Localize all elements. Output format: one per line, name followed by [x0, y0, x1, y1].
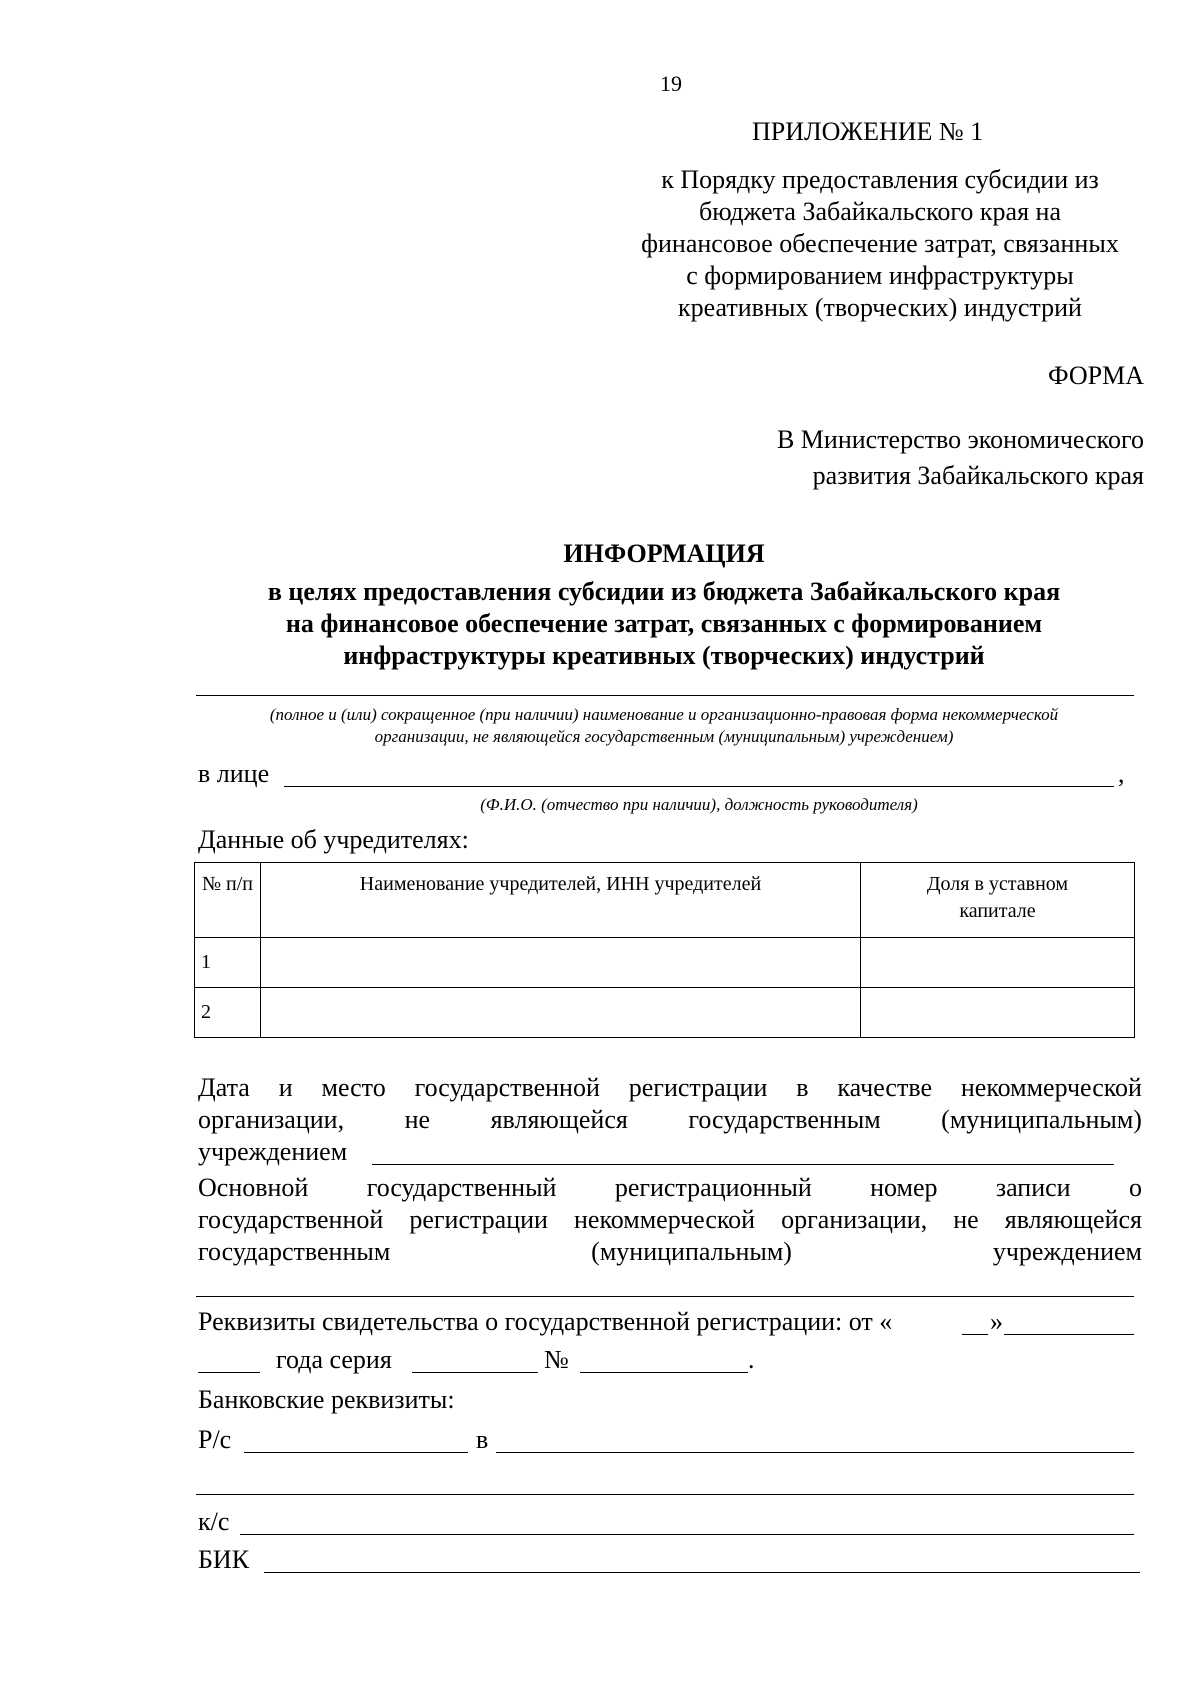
word: Основной: [198, 1173, 309, 1202]
corr-account-label: к/с: [198, 1507, 230, 1536]
registration-line-2: [198, 1104, 1142, 1136]
certificate-number-label: №: [544, 1345, 569, 1374]
registration-line-1: [198, 1072, 1142, 1104]
certificate-day-field[interactable]: [962, 1334, 988, 1335]
word: не: [404, 1105, 431, 1134]
share-cell[interactable]: [861, 988, 1135, 1038]
certificate-end: .: [748, 1345, 755, 1374]
appendix-line: к Порядку предоставления субсидии из: [661, 165, 1099, 194]
word: и: [278, 1073, 293, 1102]
account-label: Р/с: [198, 1425, 232, 1454]
org-hint: (полное и (или) сокращенное (при наличии) наименование и организационно-правовая форма некоммерческой: [269, 705, 1059, 724]
appendix-line: финансовое обеспечение затрат, связанных: [641, 229, 1119, 258]
word: записи: [995, 1173, 1071, 1202]
addressee-line: В Министерство экономического: [776, 425, 1144, 454]
header-number: № п/п: [195, 863, 261, 938]
certificate-month-field[interactable]: [1004, 1334, 1134, 1335]
certificate-number-field[interactable]: [580, 1372, 748, 1373]
appendix-line: бюджета Забайкальского края на: [699, 197, 1061, 226]
word: регистрационный: [614, 1173, 812, 1202]
row-number: 2: [195, 988, 261, 1038]
founders-label: Данные об учредителях:: [198, 825, 469, 854]
word: учреждением: [992, 1237, 1142, 1266]
founders-table: [194, 862, 1135, 1038]
founder-name-cell[interactable]: [261, 988, 861, 1038]
ogrn-line-3: [198, 1236, 1142, 1268]
ogrn-line-1: [198, 1172, 1142, 1204]
certificate-series-field[interactable]: [412, 1372, 538, 1373]
director-field[interactable]: [284, 786, 1114, 787]
ogrn-field[interactable]: [196, 1296, 1134, 1297]
bank-label: Банковские реквизиты:: [198, 1385, 455, 1414]
word: в: [796, 1073, 809, 1102]
word: некоммерческой: [960, 1073, 1142, 1102]
appendix-line: с формированием инфраструктуры: [686, 261, 1074, 290]
word: о: [1128, 1173, 1142, 1202]
certificate-year-field[interactable]: [198, 1372, 260, 1373]
header-share: Доля в уставном капитале: [861, 863, 1135, 938]
appendix-line: креативных (творческих) индустрий: [678, 293, 1082, 322]
founder-name-cell[interactable]: [261, 938, 861, 988]
bik-field[interactable]: [264, 1572, 1140, 1573]
share-cell[interactable]: [861, 938, 1135, 988]
bank-name-field-continued[interactable]: [196, 1494, 1134, 1495]
bank-in-label: в: [476, 1425, 489, 1454]
word: место: [321, 1073, 386, 1102]
ogrn-line-2: государственной регистрации некоммерческой организации, не являющейся: [198, 1205, 1142, 1234]
certificate-label: Реквизиты свидетельства о государственной регистрации: от «: [198, 1307, 893, 1336]
word: номер: [870, 1173, 938, 1202]
word: регистрации: [628, 1073, 768, 1102]
table-row: [195, 988, 1135, 1038]
word: государственным: [198, 1237, 391, 1266]
word: организации,: [198, 1105, 345, 1134]
header-founder-name: Наименование учредителей, ИНН учредителей: [261, 863, 861, 938]
row-number: 1: [195, 938, 261, 988]
word: государственной: [414, 1073, 600, 1102]
table-row: [195, 938, 1135, 988]
certificate-year-label: года серия: [276, 1345, 392, 1374]
word: являющейся: [490, 1105, 628, 1134]
heading-line: в целях предоставления субсидии из бюджета Забайкальского края: [267, 577, 1061, 606]
bank-name-field[interactable]: [496, 1452, 1134, 1453]
represented-by-label: в лице: [198, 759, 270, 788]
appendix-title: ПРИЛОЖЕНИЕ № 1: [752, 117, 984, 146]
bik-label: БИК: [198, 1545, 250, 1574]
document-title: ИНФОРМАЦИЯ: [563, 539, 765, 568]
registration-label: учреждением: [198, 1137, 348, 1166]
word: государственный: [366, 1173, 557, 1202]
account-field[interactable]: [244, 1452, 468, 1453]
corr-account-field[interactable]: [240, 1534, 1134, 1535]
heading-line: инфраструктуры креативных (творческих) индустрий: [343, 641, 985, 670]
represented-by-comma: ,: [1118, 759, 1125, 788]
table-header-row: [195, 863, 1135, 938]
form-label: ФОРМА: [1048, 361, 1144, 390]
word: (муниципальным): [941, 1105, 1142, 1134]
certificate-day-close: »: [990, 1307, 1003, 1336]
heading-line: на финансовое обеспечение затрат, связанных с формированием: [285, 609, 1043, 638]
word: (муниципальным): [591, 1237, 792, 1266]
registration-field[interactable]: [372, 1164, 1114, 1165]
word: Дата: [198, 1073, 250, 1102]
org-hint: организации, не являющейся государственным (муниципальным) учреждением): [374, 727, 954, 746]
word: качестве: [837, 1073, 932, 1102]
org-name-field[interactable]: [196, 695, 1134, 696]
word: государственным: [688, 1105, 881, 1134]
page-number: 19: [660, 71, 682, 96]
addressee-line: развития Забайкальского края: [812, 461, 1144, 490]
director-hint: (Ф.И.О. (отчество при наличии), должность руководителя): [480, 795, 918, 814]
